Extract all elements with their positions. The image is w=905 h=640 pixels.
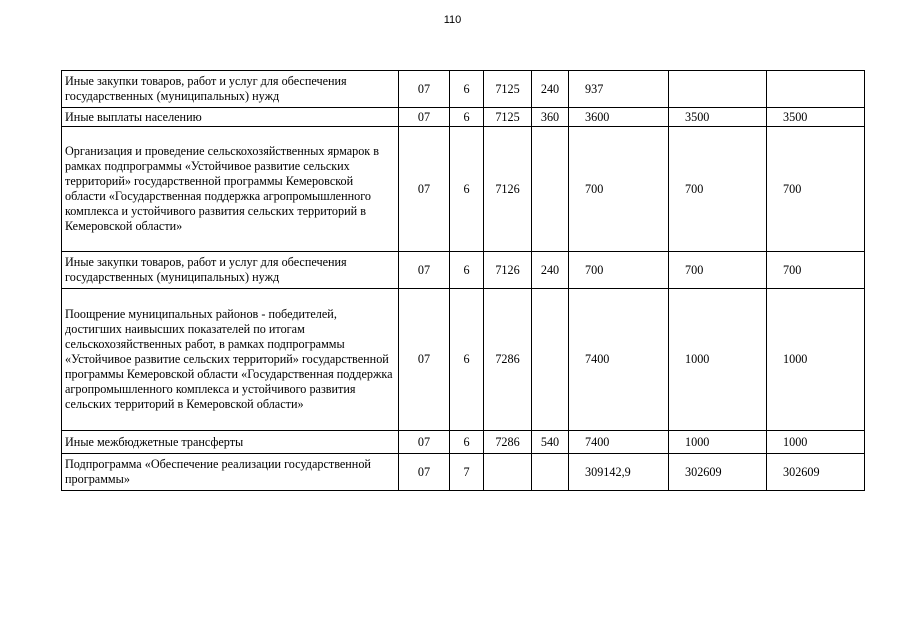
target-article-code: 7125 [484, 71, 532, 108]
amount-year-3: 700 [767, 127, 865, 252]
table-row [62, 71, 865, 108]
amount-year-1: 937 [569, 71, 669, 108]
section-code: 07 [399, 127, 450, 252]
amount-year-2: 302609 [669, 454, 767, 491]
target-article-code: 7126 [484, 127, 532, 252]
section-code: 07 [399, 454, 450, 491]
table-row [62, 454, 865, 491]
row-name: Поощрение муниципальных районов - победителей, достигших наивысших показателей по итогам сельскохозяйственных работ, в рамках подпрограммы «Устойчивое развитие сельских территорий» государственной программы Кемеровской области «Государственная поддержка агропромышленного комплекса и устойчивого развития сельских территорий в Кемеровской области» [62, 289, 399, 431]
table-row [62, 289, 865, 431]
budget-table [61, 70, 865, 491]
amount-year-1: 700 [569, 252, 669, 289]
expense-type-code: 540 [532, 431, 569, 454]
amount-year-1: 7400 [569, 431, 669, 454]
amount-year-3 [767, 71, 865, 108]
amount-year-3: 302609 [767, 454, 865, 491]
amount-year-2: 3500 [669, 108, 767, 127]
subsection-code: 6 [450, 108, 484, 127]
subsection-code: 6 [450, 127, 484, 252]
row-name: Иные межбюджетные трансферты [62, 431, 399, 454]
amount-year-3: 700 [767, 252, 865, 289]
subsection-code: 6 [450, 289, 484, 431]
target-article-code: 7125 [484, 108, 532, 127]
subsection-code: 6 [450, 252, 484, 289]
section-code: 07 [399, 71, 450, 108]
amount-year-1: 309142,9 [569, 454, 669, 491]
row-name: Иные выплаты населению [62, 108, 399, 127]
amount-year-3: 3500 [767, 108, 865, 127]
row-name: Иные закупки товаров, работ и услуг для обеспечения государственных (муниципальных) нужд [62, 71, 399, 108]
target-article-code: 7126 [484, 252, 532, 289]
expense-type-code: 240 [532, 71, 569, 108]
amount-year-2: 700 [669, 252, 767, 289]
section-code: 07 [399, 289, 450, 431]
row-name: Иные закупки товаров, работ и услуг для обеспечения государственных (муниципальных) нужд [62, 252, 399, 289]
section-code: 07 [399, 108, 450, 127]
subsection-code: 6 [450, 71, 484, 108]
expense-type-code: 360 [532, 108, 569, 127]
section-code: 07 [399, 252, 450, 289]
row-name: Подпрограмма «Обеспечение реализации государственной программы» [62, 454, 399, 491]
table-row [62, 108, 865, 127]
expense-type-code [532, 454, 569, 491]
table-row [62, 431, 865, 454]
page-number: 110 [443, 14, 462, 26]
table-row [62, 127, 865, 252]
expense-type-code: 240 [532, 252, 569, 289]
amount-year-3: 1000 [767, 431, 865, 454]
subsection-code: 6 [450, 431, 484, 454]
amount-year-2 [669, 71, 767, 108]
amount-year-2: 700 [669, 127, 767, 252]
row-name: Организация и проведение сельскохозяйственных ярмарок в рамках подпрограммы «Устойчивое развитие сельских территорий» государственной программы Кемеровской области «Государственная поддержка агропромышленного комплекса и устойчивого развития сельских территорий в Кемеровской области» [62, 127, 399, 252]
amount-year-2: 1000 [669, 431, 767, 454]
subsection-code: 7 [450, 454, 484, 491]
amount-year-1: 7400 [569, 289, 669, 431]
amount-year-2: 1000 [669, 289, 767, 431]
section-code: 07 [399, 431, 450, 454]
expense-type-code [532, 289, 569, 431]
amount-year-1: 3600 [569, 108, 669, 127]
target-article-code: 7286 [484, 431, 532, 454]
amount-year-1: 700 [569, 127, 669, 252]
target-article-code [484, 454, 532, 491]
table-row [62, 252, 865, 289]
amount-year-3: 1000 [767, 289, 865, 431]
expense-type-code [532, 127, 569, 252]
target-article-code: 7286 [484, 289, 532, 431]
